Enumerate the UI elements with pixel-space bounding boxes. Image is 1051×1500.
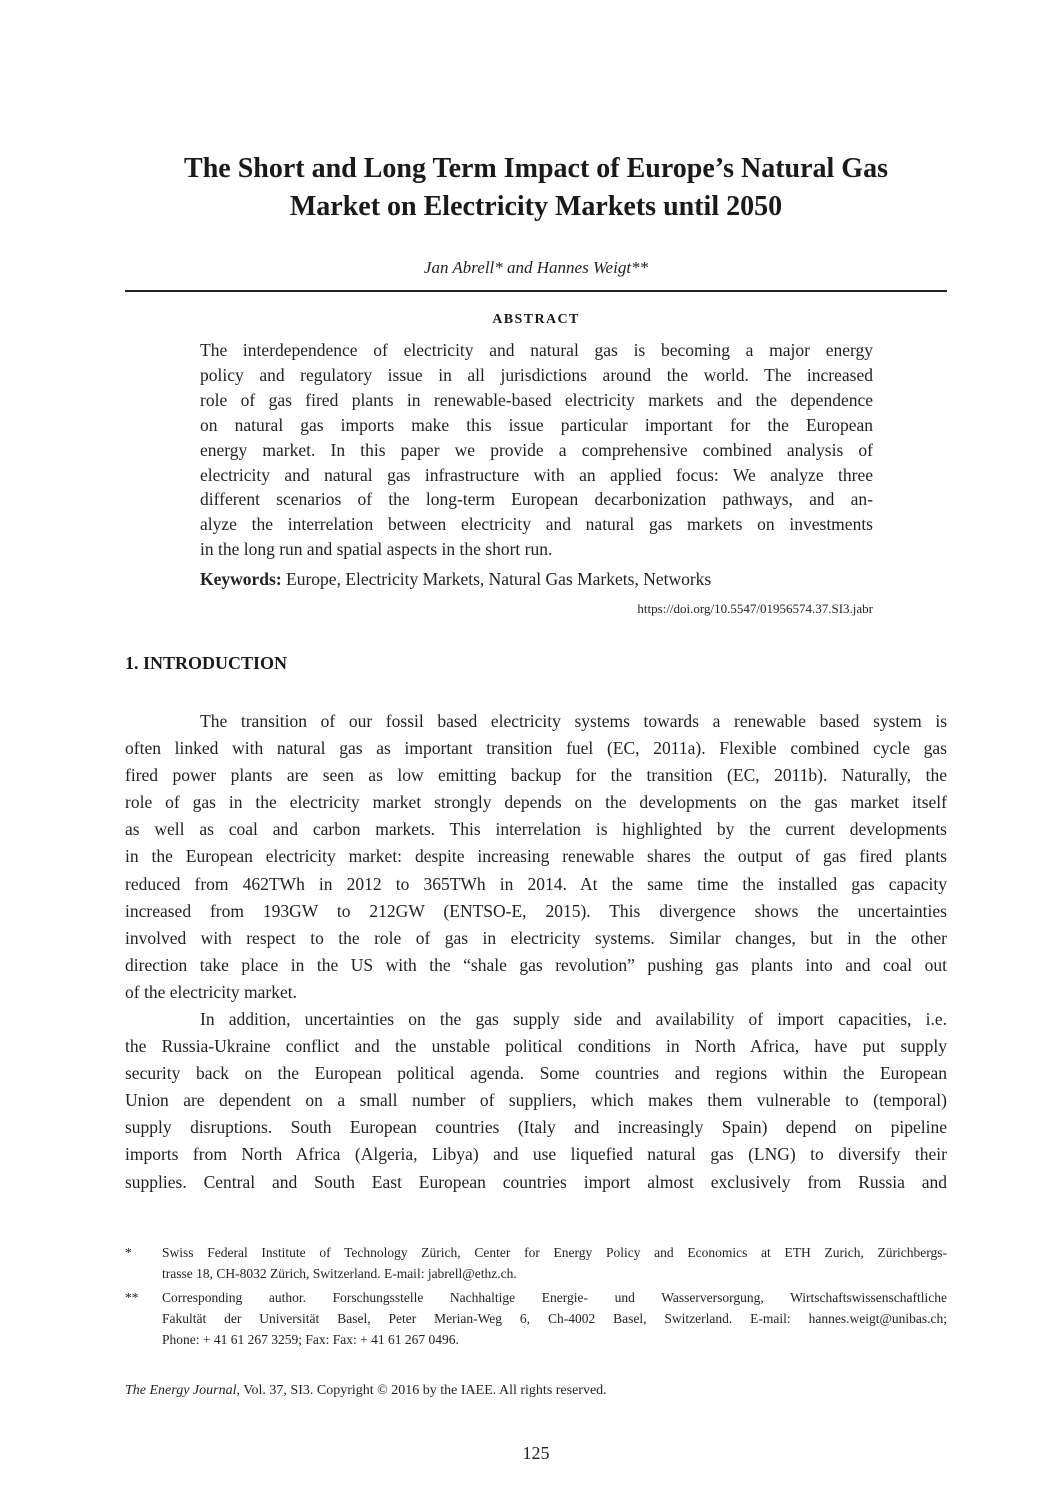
footnote-mark: * <box>125 1245 132 1260</box>
abstract-text <box>200 338 873 562</box>
abstract-heading: ABSTRACT <box>492 312 580 327</box>
paragraph-line: often linked with natural gas as important transition fuel (EC, 2011a). Flexible combined cycle gas <box>125 738 947 759</box>
authors: Jan Abrell* and Hannes Weigt** <box>423 258 649 277</box>
paragraph-line: fired power plants are seen as low emitting backup for the transition (EC, 2011b). Naturally, the <box>125 765 947 786</box>
paragraph-line: increased from 193GW to 212GW (ENTSO-E, 2015). This divergence shows the uncertainties <box>125 900 947 921</box>
keywords-list: Europe, Electricity Markets, Natural Gas Markets, Networks <box>286 569 712 589</box>
footnote-line: trasse 18, CH-8032 Zürich, Switzerland. E-mail: jabrell@ethz.ch. <box>162 1266 517 1281</box>
abstract-line: energy market. In this paper we provide a comprehensive combined analysis of <box>200 439 873 460</box>
footnote-line: Swiss Federal Institute of Technology Zürich, Center for Energy Policy and Economics at ETH Zurich, Zürichbergs- <box>162 1245 947 1260</box>
journal-details: , Vol. 37, SI3. Copyright © 2016 by the IAEE. All rights reserved. <box>236 1383 607 1398</box>
abstract-line: alyze the interrelation between electricity and natural gas markets on investments <box>200 514 873 535</box>
title-line: Market on Electricity Markets until 2050 <box>289 191 783 222</box>
paragraph-line: In addition, uncertainties on the gas supply side and availability of import capacities, i.e. <box>200 1009 947 1029</box>
paragraph-line: the Russia-Ukraine conflict and the unstable political conditions in North Africa, have put supply <box>125 1036 947 1057</box>
footnote <box>125 1287 947 1350</box>
keywords-label: Keywords: <box>200 569 282 589</box>
paragraph-line: of the electricity market. <box>125 981 298 1002</box>
abstract-line: different scenarios of the long-term European decarbonization pathways, and an- <box>200 489 873 510</box>
footnote <box>125 1242 947 1284</box>
footnote-line: Corresponding author. Forschungsstelle Nachhaltige Energie- und Wasserversorgung, Wirtschaftswissenschaftliche <box>162 1290 947 1305</box>
paragraph-line: The transition of our fossil based electricity systems towards a renewable based system is <box>200 711 947 731</box>
abstract-line: role of gas fired plants in renewable-based electricity markets and the dependence <box>200 389 873 410</box>
footnote-line: Fakultät der Universität Basel, Peter Merian-Weg 6, Ch-4002 Basel, Switzerland. E-mail: hannes.weigt@unibas.ch; <box>162 1311 947 1326</box>
footnote-mark: ** <box>125 1290 139 1305</box>
footnotes <box>125 1242 947 1353</box>
footnote-line: Phone: + 41 61 267 3259; Fax: Fax: + 41 61 267 0496. <box>162 1332 459 1347</box>
paragraph-line: as well as coal and carbon markets. This interrelation is highlighted by the current developments <box>125 819 947 840</box>
paragraph-line: reduced from 462TWh in 2012 to 365TWh in 2014. At the same time the installed gas capacity <box>125 873 947 894</box>
abstract-line: policy and regulatory issue in all jurisdictions around the world. The increased <box>200 364 873 385</box>
paragraph-line: involved with respect to the role of gas in electricity systems. Similar changes, but in the other <box>125 927 947 948</box>
title-rule <box>125 290 947 292</box>
paragraph-line: supplies. Central and South East European countries import almost exclusively from Russia and <box>125 1171 947 1192</box>
paragraph-line: in the European electricity market: despite increasing renewable shares the output of gas fired plants <box>125 846 947 867</box>
paragraph-line: direction take place in the US with the “shale gas revolution” pushing gas plants into and coal out <box>125 954 947 975</box>
page-number: 125 <box>522 1443 550 1463</box>
paragraph-line: Union are dependent on a small number of suppliers, which makes them vulnerable to (temporal) <box>125 1090 947 1111</box>
keywords <box>200 569 873 590</box>
paragraph-line: role of gas in the electricity market strongly depends on the developments on the gas market itself <box>125 792 947 813</box>
doi-link[interactable]: https://doi.org/10.5547/01956574.37.SI3.jabr <box>637 601 873 616</box>
paragraph <box>125 1006 947 1196</box>
journal-citation <box>125 1383 947 1399</box>
abstract-line: in the long run and spatial aspects in the short run. <box>200 539 553 560</box>
paragraph-line: supply disruptions. South European countries (Italy and increasingly Spain) depend on pipeline <box>125 1117 947 1138</box>
abstract-line: electricity and natural gas infrastructure with an applied focus: We analyze three <box>200 464 873 485</box>
paper-title <box>125 150 947 226</box>
journal-name: The Energy Journal <box>125 1383 237 1398</box>
paragraph-line: imports from North Africa (Algeria, Libya) and use liquefied natural gas (LNG) to diversify their <box>125 1144 947 1165</box>
paragraph-line: security back on the European political agenda. Some countries and regions within the European <box>125 1063 947 1084</box>
title-line: The Short and Long Term Impact of Europe’s Natural Gas <box>184 153 888 184</box>
section-heading: 1. INTRODUCTION <box>125 653 288 673</box>
abstract-line: The interdependence of electricity and natural gas is becoming a major energy <box>200 340 873 360</box>
paragraph <box>125 708 947 1006</box>
abstract-line: on natural gas imports make this issue particular important for the European <box>200 414 873 435</box>
